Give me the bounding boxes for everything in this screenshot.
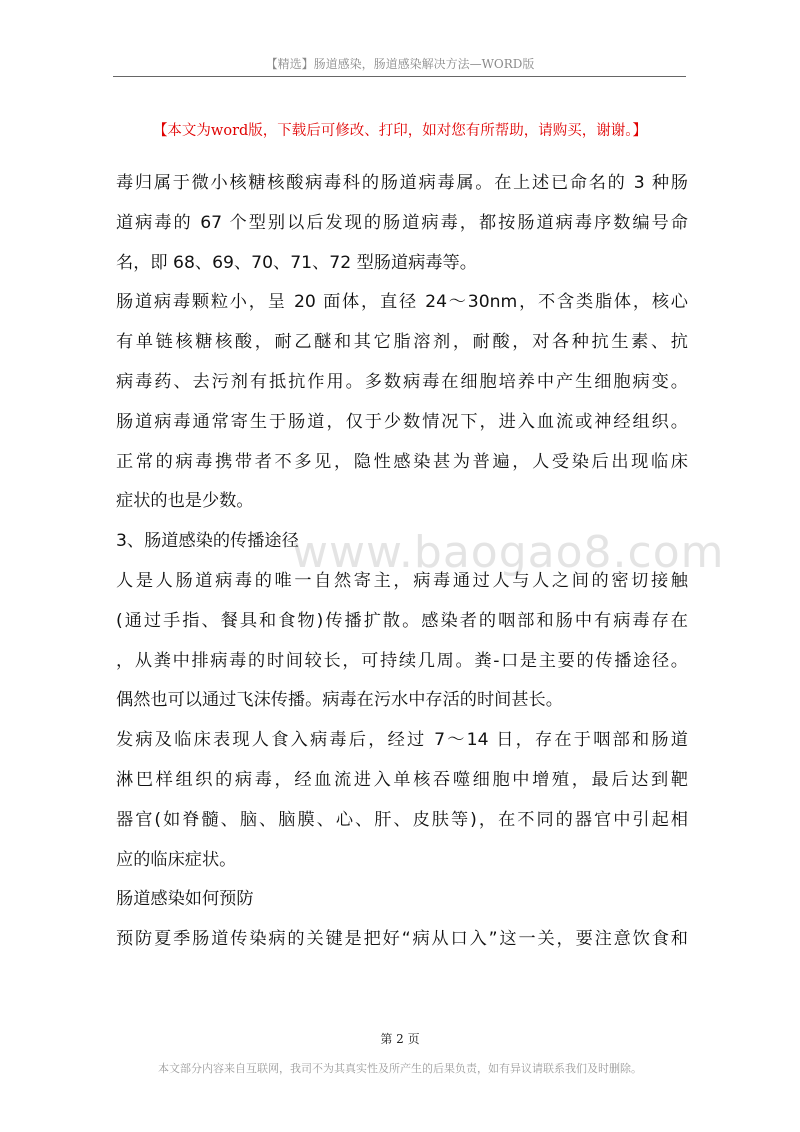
body-line: 人是人肠道病毒的唯一自然寄主，病毒通过人与人之间的密切接触: [116, 570, 688, 591]
purchase-notice: 【本文为word版，下载后可修改、打印，如对您有所帮助，请购买，谢谢。】: [152, 123, 648, 139]
body-line: 淋巴样组织的病毒，经血流进入单核吞噬细胞中增殖，最后达到靶: [116, 769, 688, 790]
header-divider: [113, 76, 686, 77]
body-line: 名，即 68、69、70、71、72 型肠道病毒等。: [116, 252, 477, 273]
body-line: 有单链核糖核酸，耐乙醚和其它脂溶剂，耐酸，对各种抗生素、抗: [116, 332, 688, 353]
body-line: 偶然也可以通过飞沫传播。病毒在污水中存活的时间甚长。: [116, 690, 563, 711]
body-line: 正常的病毒携带者不多见，隐性感染甚为普遍，人受染后出现临床: [116, 451, 688, 472]
body-line: (通过手指、餐具和食物)传播扩散。感染者的咽部和肠中有病毒存在: [116, 610, 688, 631]
document-body: [116, 164, 688, 960]
site-watermark: www.baogao8.com: [292, 527, 725, 578]
body-line: 器官(如脊髓、脑、脑膜、心、肝、皮肤等)，在不同的器官中引起相: [116, 809, 688, 830]
body-line: 应的临床症状。: [116, 849, 237, 870]
body-line: 预防夏季肠道传染病的关键是把好“病从口入”这一关，要注意饮食和: [116, 929, 688, 950]
page-footer-disclaimer: 本文部分内容来自互联网，我司不为其真实性及所产生的后果负责，如有异议请联系我们及时删除。: [158, 1062, 642, 1075]
section-heading: 肠道感染如何预防: [116, 889, 254, 910]
page-header-title: 【精选】肠道感染，肠道感染解决方法—WORD版: [265, 57, 535, 71]
body-line: 肠道病毒颗粒小，呈 20 面体，直径 24～30nm，不含类脂体，核心: [116, 292, 688, 313]
body-line: 症状的也是少数。: [116, 491, 254, 512]
page-number: 第 2 页: [380, 1032, 420, 1046]
body-line: 道病毒的 67 个型别以后发现的肠道病毒，都按肠道病毒序数编号命: [116, 212, 688, 233]
body-line: ，从粪中排病毒的时间较长，可持续几周。粪-口是主要的传播途径。: [116, 650, 688, 671]
section-heading: 3、肠道感染的传播途径: [116, 531, 299, 552]
body-line: 病毒药、去污剂有抵抗作用。多数病毒在细胞培养中产生细胞病变。: [116, 371, 688, 392]
body-line: 毒归属于微小核糖核酸病毒科的肠道病毒属。在上述已命名的 3 种肠: [116, 173, 688, 193]
body-line: 肠道病毒通常寄生于肠道，仅于少数情况下，进入血流或神经组织。: [116, 411, 688, 432]
body-line: 发病及临床表现人食入病毒后，经过 7～14 日，存在于咽部和肠道: [116, 730, 688, 751]
